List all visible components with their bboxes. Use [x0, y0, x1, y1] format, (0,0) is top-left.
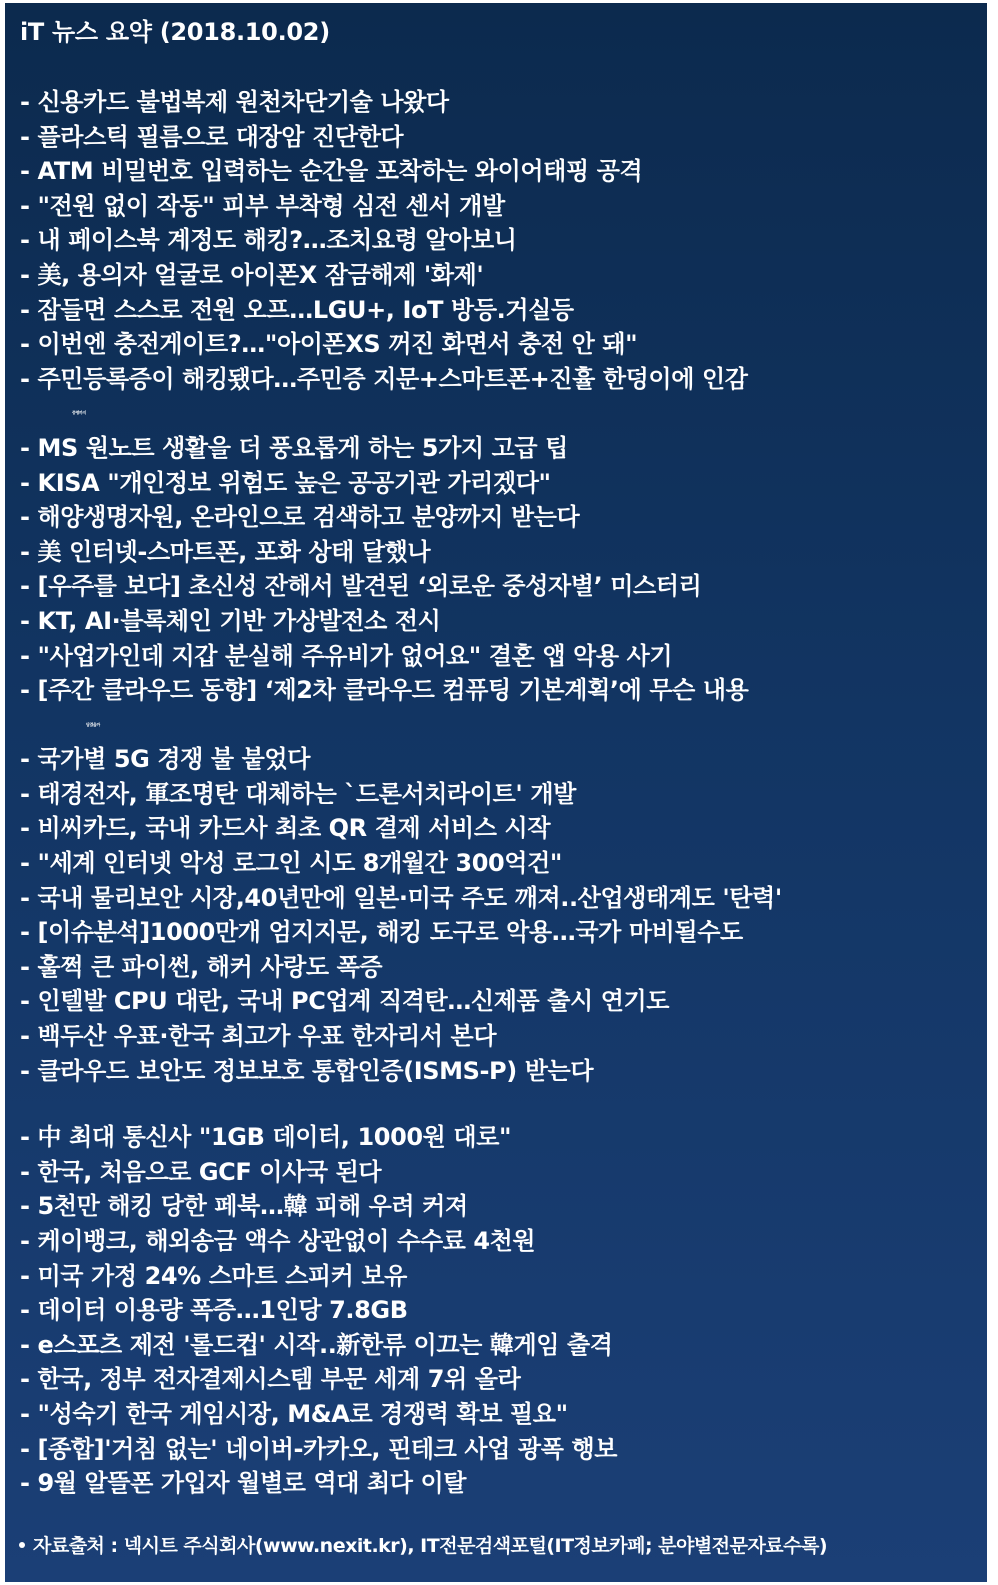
news-item [20, 120, 980, 155]
page-title: iT 뉴스 요약 (2018.10.02) [20, 18, 330, 46]
news-item [20, 223, 980, 258]
news-footnote [20, 1088, 980, 1120]
news-headline: - 케이뱅크, 해외송금 액수 상관없이 수수료 4천원 [20, 1227, 536, 1255]
news-item [20, 1019, 980, 1054]
news-item [20, 1362, 980, 1397]
news-item [20, 639, 980, 674]
news-headline: - "세계 인터넷 악성 로그인 시도 8개월간 300억건" [20, 849, 562, 878]
news-item [20, 811, 980, 846]
news-item [20, 777, 980, 812]
news-headline: - e스포츠 제전 '롤드컵' 시작..新한류 이끄는 韓게임 출격 [20, 1330, 613, 1359]
news-item [20, 85, 980, 120]
news-item [20, 500, 980, 535]
news-headline-continuation: 담겼을까 [86, 721, 100, 727]
news-headline: - 인텔발 CPU 대란, 국내 PC업계 직격탄…신제품 출시 연기도 [20, 987, 670, 1016]
news-headline: - [종합]'거침 없는' 네이버-카카오, 핀테크 사업 광폭 행보 [20, 1434, 618, 1463]
news-item [20, 154, 980, 189]
news-headline: - ATM 비밀번호 입력하는 순간을 포착하는 와이어태핑 공격 [20, 157, 643, 186]
news-item [20, 984, 980, 1019]
news-item [20, 1397, 980, 1432]
news-headline: - 잠들면 스스로 전원 오프…LGU+, IoT 방등.거실등 [20, 295, 574, 324]
news-item [20, 950, 980, 985]
news-headline: - 미국 가정 24% 스마트 스피커 보유 [20, 1261, 407, 1290]
news-headline: - 태경전자, 軍조명탄 대체하는 `드론서치라이트' 개발 [20, 779, 576, 808]
news-headline: - "사업가인데 지갑 분실해 주유비가 없어요" 결혼 앱 악용 사기 [20, 641, 673, 670]
news-headline: - 클라우드 보안도 정보보호 통합인증(ISMS-P) 받는다 [20, 1056, 594, 1085]
news-item [20, 189, 980, 224]
news-headline: - 내 페이스북 계정도 해킹?…조치요령 알아보니 [20, 226, 517, 255]
news-summary-panel [5, 3, 987, 1582]
news-headline: - 플라스틱 필름으로 대장암 진단한다 [20, 122, 404, 151]
news-headline: - 백두산 우표·한국 최고가 우표 한자리서 본다 [20, 1022, 497, 1051]
news-item [20, 1328, 980, 1363]
bullet-icon [19, 1542, 25, 1548]
news-headline-continuation: 증명까지 [72, 410, 86, 416]
news-item [20, 327, 980, 362]
news-headline: - 국가별 5G 경쟁 불 붙었다 [20, 745, 310, 774]
news-item [20, 604, 980, 639]
news-item [20, 1466, 980, 1501]
news-headline: - 국내 물리보안 시장,40년만에 일본·미국 주도 깨져..산업생태계도 '탄력' [20, 883, 782, 912]
news-item [20, 362, 980, 431]
news-headline: - 해양생명자원, 온라인으로 검색하고 분양까지 받는다 [20, 503, 580, 532]
news-headline: - 한국, 처음으로 GCF 이사국 된다 [20, 1157, 382, 1186]
news-headline: - 9월 알뜰폰 가입자 월별로 역대 최다 이탈 [20, 1469, 467, 1498]
news-headline: - KISA "개인정보 위험도 높은 공공기관 가리겠다" [20, 468, 551, 497]
news-headline: - [이슈분석]1000만개 엄지지문, 해킹 도구로 악용…국가 마비될수도 [20, 918, 743, 947]
news-item [20, 535, 980, 570]
news-headline: - 훌쩍 큰 파이썬, 해커 사랑도 폭증 [20, 952, 383, 981]
news-headline: - 데이터 이용량 폭증…1인당 7.8GB [20, 1296, 408, 1325]
source-text: 자료출처 : 넥시트 주식회사(www.nexit.kr), IT전문검색포털(IT정보카페; 분야별전문자료수록) [33, 1535, 828, 1557]
news-headline: - "전원 없이 작동" 피부 부착형 심전 센서 개발 [20, 191, 505, 220]
news-headline: - KT, AI·블록체인 기반 가상발전소 전시 [20, 606, 441, 635]
news-headline: - 美 인터넷-스마트폰, 포화 상태 달했나 [20, 537, 431, 566]
news-headline: - "성숙기 한국 게임시장, M&A로 경쟁력 확보 필요" [20, 1399, 568, 1428]
news-headline: - 비씨카드, 국내 카드사 최초 QR 결제 서비스 시작 [20, 814, 551, 843]
news-item [20, 1259, 980, 1294]
news-item [20, 466, 980, 501]
news-item [20, 881, 980, 916]
news-headline: - 中 최대 통신사 "1GB 데이터, 1000원 대로" [20, 1123, 512, 1152]
news-headline: - 신용카드 불법복제 원천차단기술 나왔다 [20, 88, 449, 116]
news-item [20, 742, 980, 777]
news-item [20, 1224, 980, 1259]
news-item [20, 1120, 980, 1155]
news-item [20, 915, 980, 950]
news-headline: - 美, 용의자 얼굴로 아이폰X 잠금해제 '화제' [20, 260, 484, 289]
news-item [20, 1155, 980, 1190]
news-item [20, 1432, 980, 1467]
news-headline: - 한국, 정부 전자결제시스템 부문 세계 7위 올라 [20, 1365, 521, 1394]
news-item [20, 431, 980, 466]
news-item [20, 673, 980, 742]
news-item [20, 258, 980, 293]
news-headline: - MS 원노트 생활을 더 풍요롭게 하는 5가지 고급 팁 [20, 433, 568, 462]
news-headline: - 이번엔 충전게이트?…"아이폰XS 꺼진 화면서 충전 안 돼" [20, 330, 638, 359]
news-headline: - 주민등록증이 해킹됐다…주민증 지문+스마트폰+진휼 한덩이에 인감 [20, 364, 748, 393]
source-credit [19, 1531, 827, 1561]
news-item [20, 1189, 980, 1224]
news-headline: - [우주를 보다] 초신성 잔해서 발견된 ‘외로운 중성자별’ 미스터리 [20, 572, 702, 601]
news-list [20, 85, 980, 1501]
news-headline: - [주간 클라우드 동향] ‘제2차 클라우드 컴퓨팅 기본계획’에 무슨 내용 [20, 676, 749, 705]
news-item [20, 293, 980, 328]
news-headline: - 5천만 해킹 당한 페북…韓 피해 우려 커져 [20, 1192, 468, 1221]
news-item [20, 1054, 980, 1121]
news-item [20, 569, 980, 604]
news-item [20, 846, 980, 881]
news-item [20, 1293, 980, 1328]
